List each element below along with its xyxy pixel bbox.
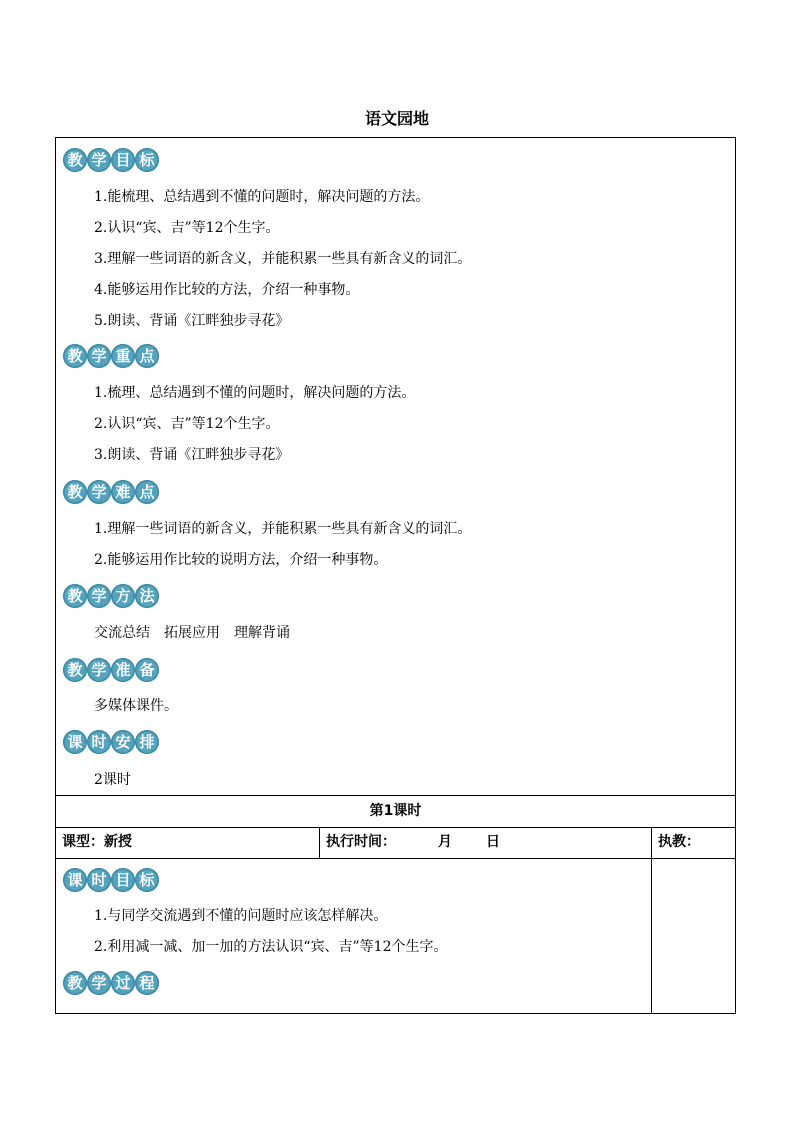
section-header-lesson-objectives <box>63 868 159 892</box>
difficulty-item: 2.能够运用作比较的说明方法，介绍一种事物。 <box>94 552 388 568</box>
badge-char: 学 <box>87 584 111 608</box>
badge-char: 学 <box>87 148 111 172</box>
key-point-item: 3.朗读、背诵《江畔独步寻花》 <box>94 447 290 463</box>
badge-char: 目 <box>111 868 135 892</box>
difficulty-item: 1.理解一些词语的新含义，并能积累一些具有新含义的词汇。 <box>94 521 472 537</box>
table-rule <box>319 827 320 858</box>
badge-char: 排 <box>135 730 159 754</box>
preparation-item: 多媒体课件。 <box>94 698 178 714</box>
method-item: 交流总结 拓展应用 理解背诵 <box>94 625 290 641</box>
objective-item: 3.理解一些词语的新含义，并能积累一些具有新含义的词汇。 <box>94 251 472 267</box>
objective-item: 5.朗读、背诵《江畔独步寻花》 <box>94 313 290 329</box>
lesson-plan-table <box>55 137 736 1014</box>
objective-item: 4.能够运用作比较的方法，介绍一种事物。 <box>94 282 360 298</box>
table-rule <box>651 858 652 1013</box>
table-rule <box>56 795 735 796</box>
key-point-item: 2.认识“宾、吉”等12个生字。 <box>94 416 280 432</box>
section-header-key-points <box>63 344 159 368</box>
table-rule <box>56 858 735 859</box>
badge-char: 教 <box>63 480 87 504</box>
badge-char: 学 <box>87 658 111 682</box>
badge-char: 学 <box>87 971 111 995</box>
lesson-heading: 第1课时 <box>369 803 422 819</box>
badge-char: 程 <box>135 971 159 995</box>
key-point-item: 1.梳理、总结遇到不懂的问题时，解决问题的方法。 <box>94 385 416 401</box>
badge-char: 备 <box>135 658 159 682</box>
execution-time-label: 执行时间： <box>326 834 396 850</box>
section-header-teaching-process <box>63 971 159 995</box>
badge-char: 学 <box>87 480 111 504</box>
day-label: 日 <box>486 834 500 850</box>
badge-char: 教 <box>63 971 87 995</box>
badge-char: 法 <box>135 584 159 608</box>
badge-char: 时 <box>87 730 111 754</box>
section-header-objectives <box>63 148 159 172</box>
badge-char: 时 <box>87 868 111 892</box>
badge-char: 准 <box>111 658 135 682</box>
badge-char: 过 <box>111 971 135 995</box>
section-header-difficulties <box>63 480 159 504</box>
objective-item: 2.认识“宾、吉”等12个生字。 <box>94 220 280 236</box>
month-label: 月 <box>438 834 452 850</box>
badge-char: 方 <box>111 584 135 608</box>
section-header-methods <box>63 584 159 608</box>
badge-char: 点 <box>135 480 159 504</box>
lesson-type: 课型：新授 <box>62 834 132 850</box>
badge-char: 教 <box>63 658 87 682</box>
section-header-preparation <box>63 658 159 682</box>
badge-char: 点 <box>135 344 159 368</box>
badge-char: 目 <box>111 148 135 172</box>
teacher-label: 执教： <box>658 834 700 850</box>
badge-char: 标 <box>135 868 159 892</box>
badge-char: 难 <box>111 480 135 504</box>
schedule-item: 2课时 <box>94 772 131 788</box>
lesson-objective-item: 1.与同学交流遇到不懂的问题时应该怎样解决。 <box>94 908 388 924</box>
section-header-schedule <box>63 730 159 754</box>
badge-char: 课 <box>63 868 87 892</box>
badge-char: 教 <box>63 148 87 172</box>
badge-char: 学 <box>87 344 111 368</box>
table-rule <box>651 827 652 858</box>
table-rule <box>56 827 735 828</box>
badge-char: 教 <box>63 344 87 368</box>
page-title: 语文园地 <box>364 109 429 128</box>
badge-char: 重 <box>111 344 135 368</box>
badge-char: 安 <box>111 730 135 754</box>
badge-char: 课 <box>63 730 87 754</box>
badge-char: 教 <box>63 584 87 608</box>
objective-item: 1.能梳理、总结遇到不懂的问题时，解决问题的方法。 <box>94 189 430 205</box>
lesson-objective-item: 2.利用减一减、加一加的方法认识“宾、吉”等12个生字。 <box>94 939 448 955</box>
badge-char: 标 <box>135 148 159 172</box>
